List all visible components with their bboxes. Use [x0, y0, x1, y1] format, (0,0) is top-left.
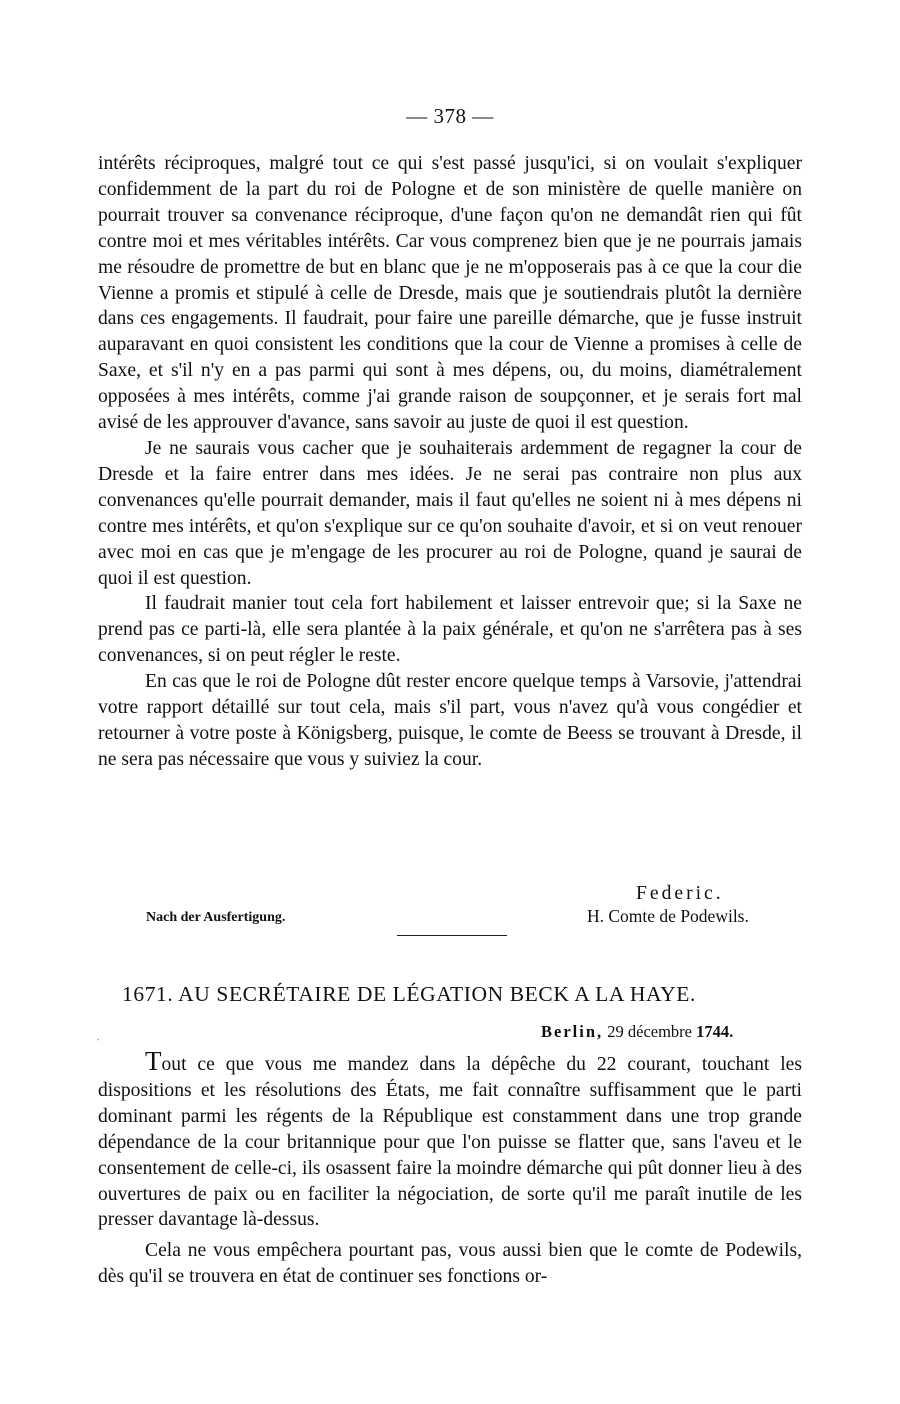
paragraph-4: En cas que le roi de Pologne dût rester encore quelque temps à Varsovie, j'attendrai votre rapport détaillé sur tout cela, mais s'il part, vous n'avez qu'à vous congédier et retourner à votre poste à Königsberg, puisque, le comte de Beess se trouvant à Dresde, il ne sera pas nécessaire que vous y suiviez la cour. — [98, 671, 802, 770]
letter-title: 1671. AU SECRÉTAIRE DE LÉGATION BECK A LA HAYE. — [122, 982, 696, 1006]
paragraph-2: Je ne saurais vous cacher que je souhaiterais ardemment de regagner la cour de Dresde et la faire entrer dans mes idées. Je ne serai pas contraire non plus aux convenances qu'elle pourrait demander, mais il faut qu'elles ne soient ni à mes dépens ni contre mes intérêts, et qu'on s'explique sur ce qu'on souhaite d'avoir, et si on veut renouer avec moi en cas que je m'engage de les procurer au roi de Pologne, quand je saurai de quoi il est question. — [98, 437, 802, 589]
letter-body-1671 — [98, 1046, 802, 1290]
drop-cap: T — [145, 1046, 162, 1076]
paragraph-5-text: out ce que vous me mandez dans la dépêche du 22 courant, touchant les dispositions et les résolutions des États, me fait connaître suffisamment que le parti dominant parmi les régents de la République est constamment dans une trop grande dépendance de la cour britannique pour que l'on puisse se flatter que, sans l'aveu et le consentement de celle-ci, ils osassent faire la moindre démarche qui pût donner lieu à des ouvertures de paix ou en faciliter la négociation, de sorte qu'il me paraît inutile de les presser davantage là-dessus. — [98, 1054, 802, 1231]
margin-mark: ´ — [96, 1036, 100, 1050]
letter-body-1670 — [98, 151, 802, 773]
section-divider — [397, 935, 507, 936]
paragraph-5 — [98, 1046, 802, 1233]
signature: Federic. — [636, 883, 724, 904]
paragraph-3: Il faudrait manier tout cela fort habilement et laisser entrevoir que; si la Saxe ne prend pas ce parti-là, elle sera plantée à la paix générale, et qu'on ne s'arrêtera pas à ses convenances, si on peut régler le reste. — [98, 593, 802, 667]
dateline — [541, 1022, 733, 1042]
paragraph-1: intérêts réciproques, malgré tout ce qui s'est passé jusqu'ici, si on voulait s'expliquer confidemment de la part du roi de Pologne et de son ministère de quelle manière on pourrait trouver sa convenance réciproque, d'une façon qu'on ne demandât rien qui fût contre moi et mes véritables intérêts. Car vous comprenez bien que je ne pourrais jamais me résoudre de promettre de but en blanc que je ne m'opposerais pas à ce que la cour die Vienne a promis et stipulé à celle de Dresde, mais que je soutiendrais plutôt la dernière dans ces engagements. Il faudrait, pour faire une pareille démarche, que je fusse instruit auparavant en quoi consistent les conditions que la cour de Vienne a promises à celle de Saxe, et s'il n'y en a pas parmi qui sont à mes dépens, ou, du moins, diamétralement opposées à mes intérêts, comme j'ai grande raison de soupçonner, et je serais fort mal avisé de les approuver d'avance, sans savoir au juste de quoi il est question. — [98, 153, 802, 434]
dateline-place: Berlin, — [541, 1022, 604, 1041]
source-note: Nach der Ausfertigung. — [146, 910, 286, 925]
paragraph-6: Cela ne vous empêchera pourtant pas, vous aussi bien que le comte de Podewils, dès qu'il se trouvera en état de continuer ses fonctions or- — [98, 1240, 802, 1288]
countersign: H. Comte de Podewils. — [587, 906, 749, 926]
dateline-date: 29 décembre — [607, 1022, 692, 1041]
page-number: — 378 — — [406, 104, 494, 128]
dateline-year: 1744. — [696, 1022, 734, 1041]
